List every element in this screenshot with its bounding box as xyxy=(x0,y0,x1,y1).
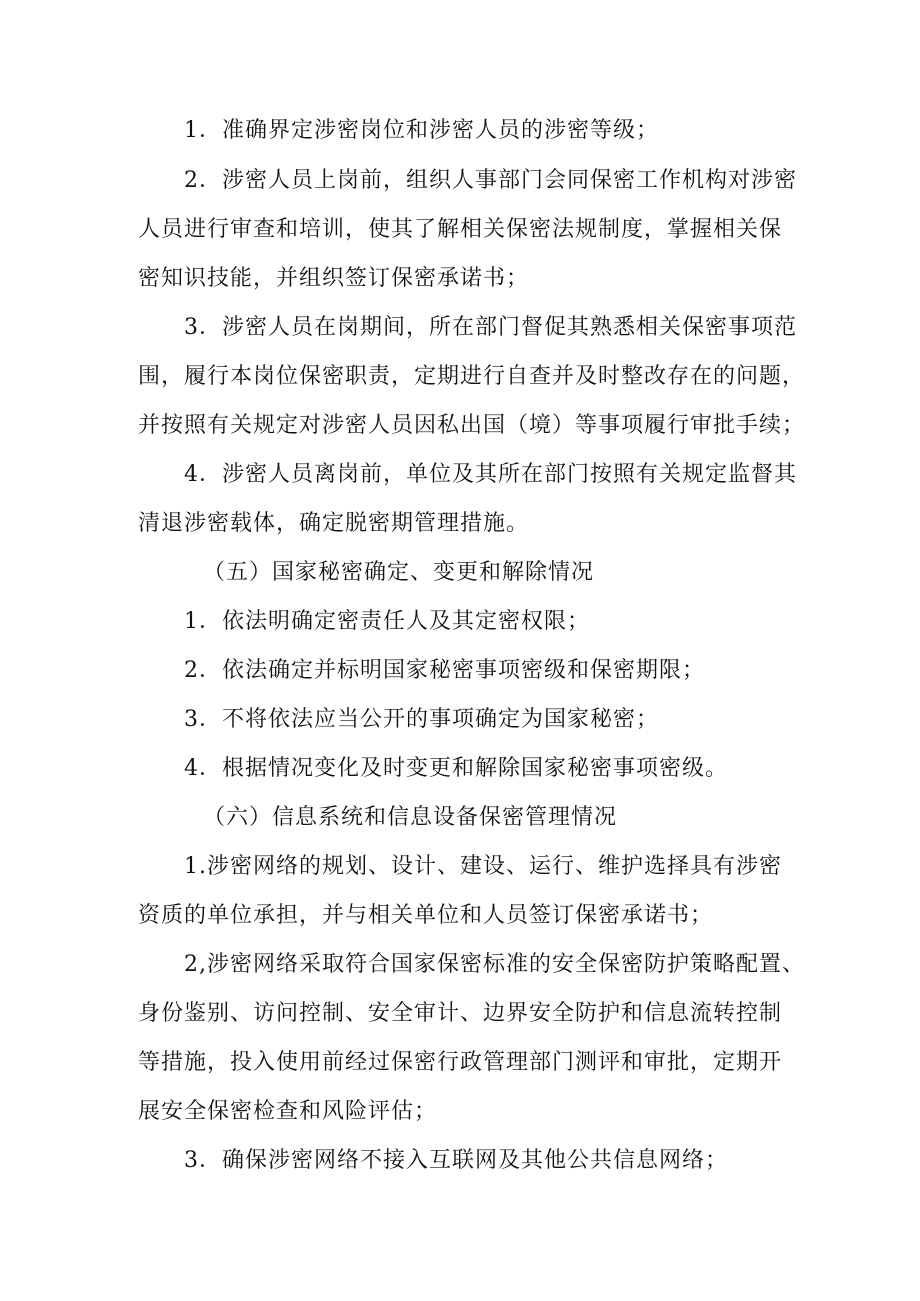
section-5-heading: （五）国家秘密确定、变更和解除情况 xyxy=(203,560,595,585)
section-6-heading: （六）信息系统和信息设备保密管理情况 xyxy=(203,805,618,830)
section-5-item-3: 3．不将依法应当公开的事项确定为国家秘密； xyxy=(184,707,659,732)
section-5-item-4: 4．根据情况变化及时变更和解除国家秘密事项密级。 xyxy=(184,756,728,781)
section-6-item-2-line-4: 展安全保密检查和风险评估； xyxy=(138,1099,438,1124)
item-2-line-3: 密知识技能，并组织签订保密承诺书； xyxy=(138,266,530,291)
item-3-line-1: 3．涉密人员在岗期间，所在部门督促其熟悉相关保密事项范 xyxy=(184,315,797,340)
section-6-item-2-line-1: 2,涉密网络采取符合国家保密标准的安全保密防护策略配置、 xyxy=(184,952,805,977)
item-4-line-2: 清退涉密载体，确定脱密期管理措施。 xyxy=(138,511,530,536)
item-3-line-3: 并按照有关规定对涉密人员因私出国（境）等事项履行审批手续； xyxy=(138,413,806,438)
section-6-item-1-line-1: 1.涉密网络的规划、设计、建设、运行、维护选择具有涉密 xyxy=(184,854,782,879)
section-6-item-2-line-2: 身份鉴别、访问控制、安全审计、边界安全防护和信息流转控制 xyxy=(138,1001,783,1026)
item-2-line-1: 2．涉密人员上岗前，组织人事部门会同保密工作机构对涉密 xyxy=(184,168,797,193)
section-5-item-1: 1．依法明确定密责任人及其定密权限； xyxy=(184,609,590,634)
item-4-line-1: 4．涉密人员离岗前，单位及其所在部门按照有关规定监督其 xyxy=(184,462,797,487)
item-3-line-2: 围，履行本岗位保密职责，定期进行自查并及时整改存在的问题， xyxy=(138,364,806,389)
section-6-item-3: 3．确保涉密网络不接入互联网及其他公共信息网络； xyxy=(184,1148,728,1173)
section-6-item-2-line-3: 等措施，投入使用前经过保密行政管理部门测评和审批，定期开 xyxy=(138,1050,783,1075)
section-6-item-1-line-2: 资质的单位承担，并与相关单位和人员签订保密承诺书； xyxy=(138,903,714,928)
item-2-line-2: 人员进行审查和培训，使其了解相关保密法规制度，掌握相关保 xyxy=(138,217,783,242)
section-5-item-2: 2．依法确定并标明国家秘密事项密级和保密期限； xyxy=(184,658,705,683)
item-1-line: 1．准确界定涉密岗位和涉密人员的涉密等级； xyxy=(184,118,659,143)
